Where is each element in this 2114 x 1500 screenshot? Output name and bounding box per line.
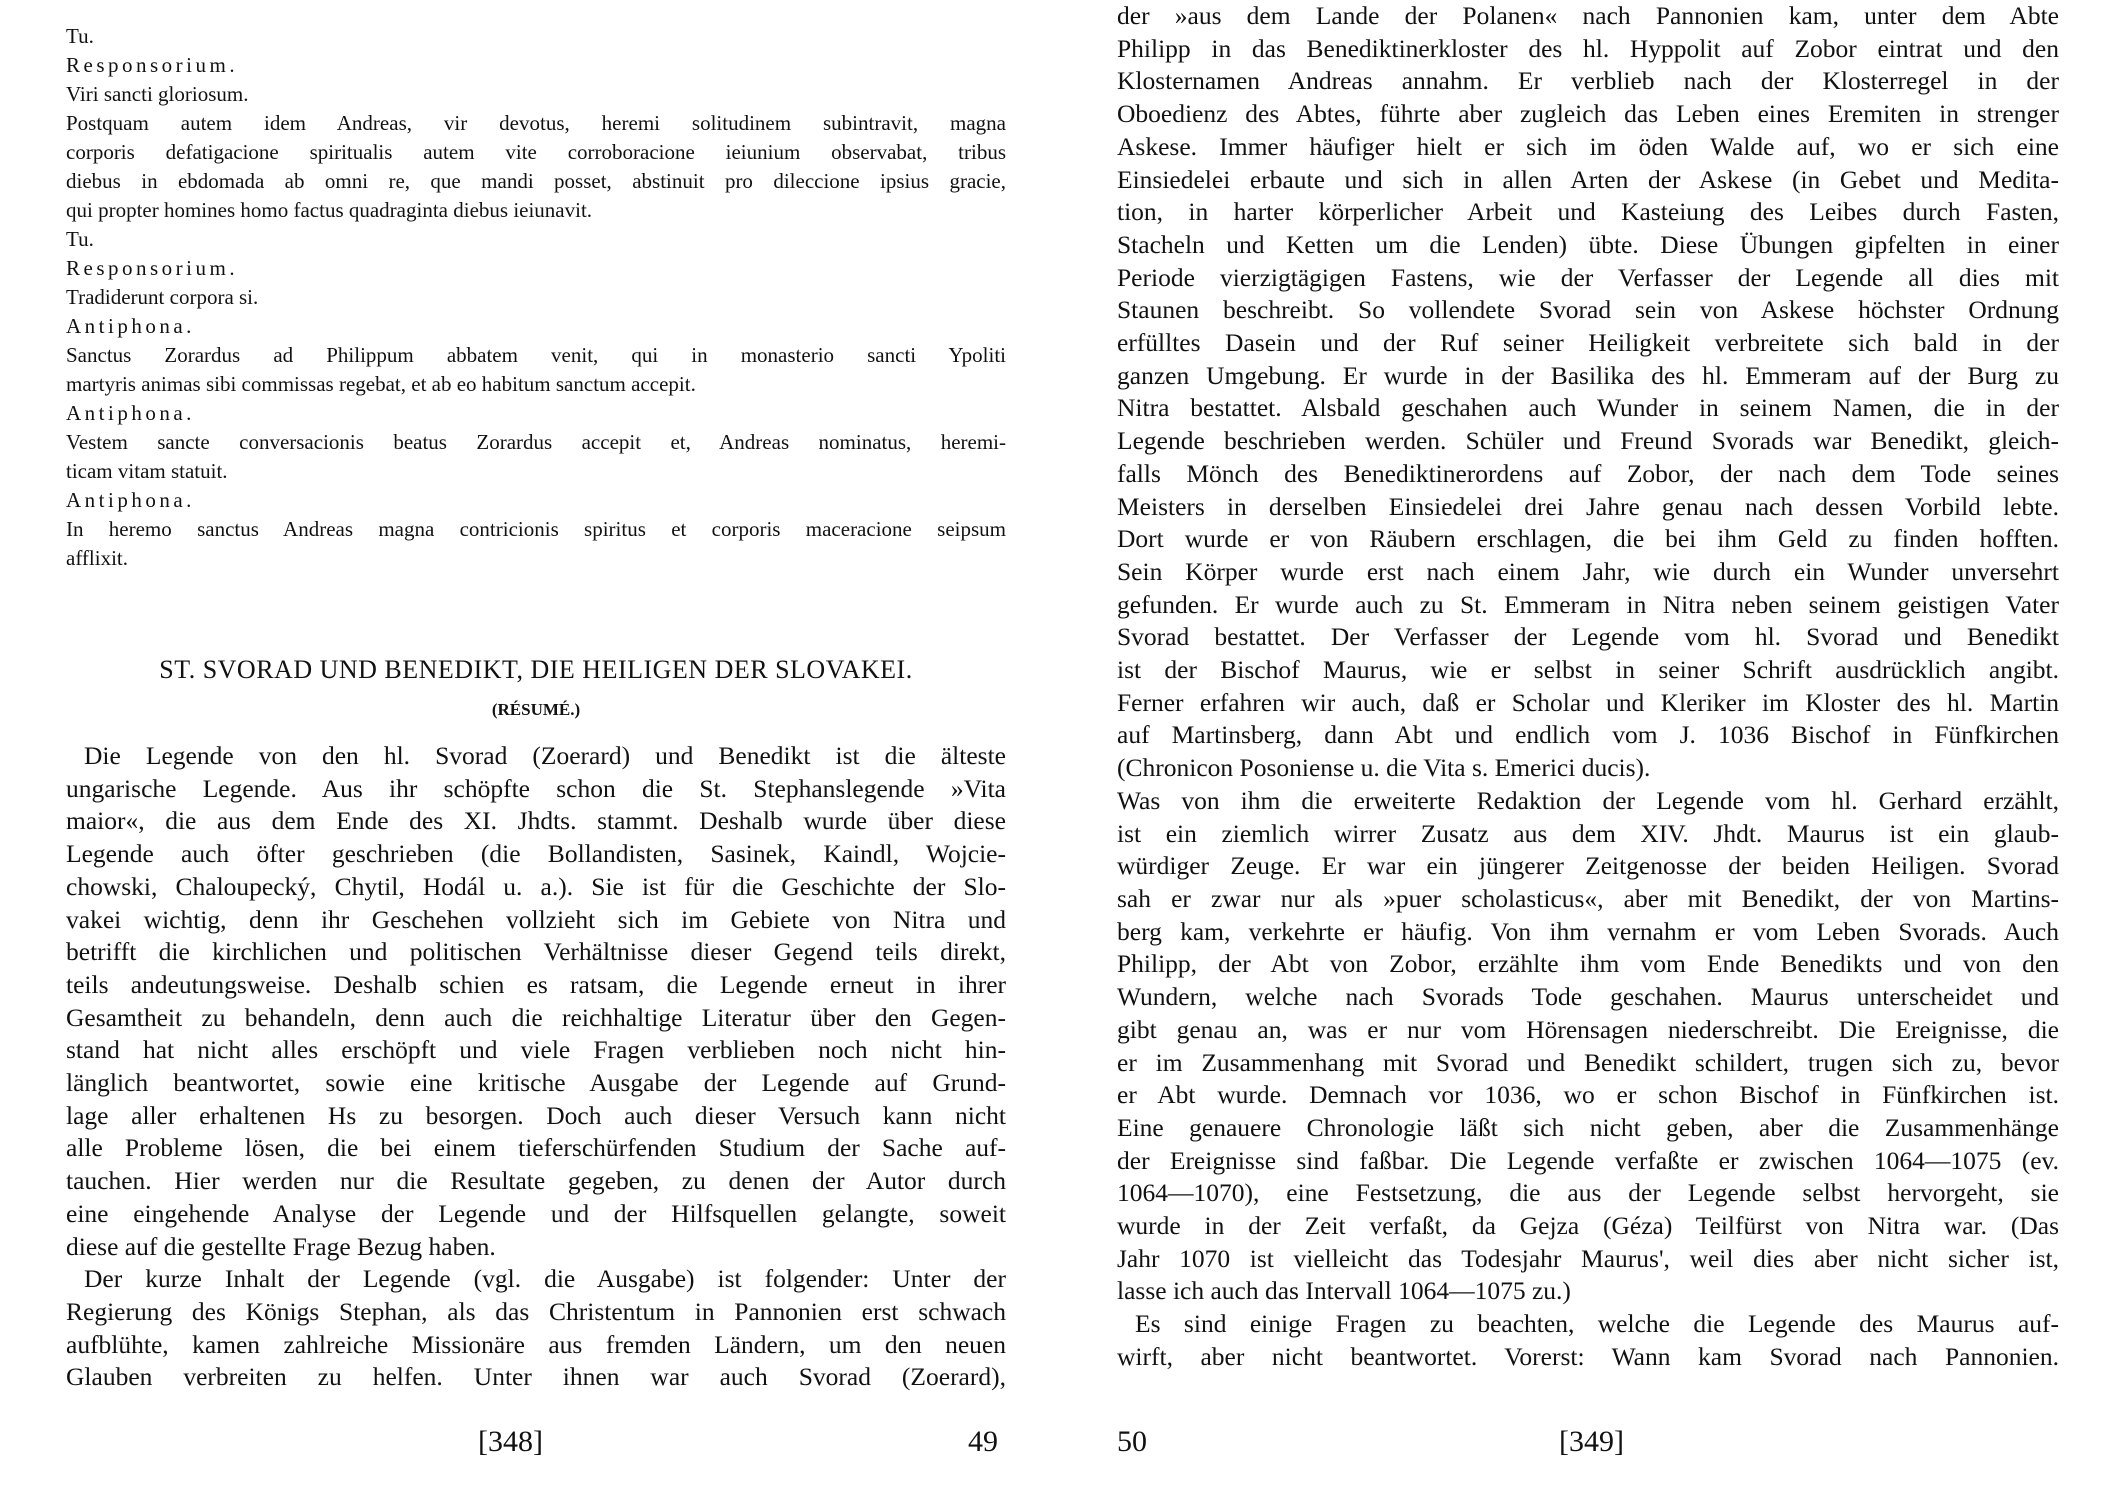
body-line: lasse ich auch das Intervall 1064—1075 zu.) bbox=[1117, 1276, 1571, 1306]
latin-line: In heremo sanctus Andreas magna contricionis spiritus et corporis maceracione seipsum bbox=[66, 517, 1006, 541]
body-line: Legende auch öfter geschrieben (die Bollandisten, Sasinek, Kaindl, Wojcie- bbox=[66, 839, 1006, 869]
latin-line: Postquam autem idem Andreas, vir devotus, heremi solitudinem subintravit, magna bbox=[66, 111, 1006, 135]
body-line: Jahr 1070 ist vielleicht das Todesjahr Maurus', weil dies aber nicht sicher ist, bbox=[1117, 1243, 2059, 1273]
body-line: wirft, aber nicht beantwortet. Vorerst: Wann kam Svorad nach Pannonien. bbox=[1117, 1341, 2059, 1371]
body-line: Svorad bestattet. Der Verfasser der Legende vom hl. Svorad und Benedikt bbox=[1117, 622, 2059, 652]
latin-line: ticam vitam statuit. bbox=[66, 459, 228, 483]
body-line: Stacheln und Ketten um die Lenden) übte. Diese Übungen gipfelten in einer bbox=[1117, 229, 2059, 259]
latin-rubric: Responsorium. bbox=[66, 256, 239, 280]
latin-line: Tu. bbox=[66, 227, 94, 251]
latin-office-text bbox=[66, 22, 1006, 573]
latin-line: corporis defatigacione spiritualis autem vite corroboracione ieiunium observabat, tribus bbox=[66, 140, 1006, 164]
body-line: ganzen Umgebung. Er wurde in der Basilika des hl. Emmeram auf der Burg zu bbox=[1117, 360, 2059, 390]
body-line: alle Probleme lösen, die bei einem tieferschürfenden Studium der Sache auf- bbox=[66, 1133, 1006, 1163]
body-line: er im Zusammenhang mit Svorad und Benedikt schildert, trugen sich zu, bevor bbox=[1117, 1047, 2059, 1077]
body-line: ist ein ziemlich wirrer Zusatz aus dem XIV. Jhdt. Maurus ist ein glaub- bbox=[1117, 818, 2059, 848]
body-line: Sein Körper wurde erst nach einem Jahr, wie durch ein Wunder unversehrt bbox=[1117, 556, 2059, 586]
resume-body-text bbox=[66, 740, 1006, 1394]
latin-line: Tradiderunt corpora si. bbox=[66, 285, 259, 309]
body-line: Periode vierzigtägigen Fastens, wie der Verfasser der Legende all dies mit bbox=[1117, 262, 2059, 292]
body-line: er Abt wurde. Demnach vor 1036, wo er schon Bischof in Fünfkirchen ist. bbox=[1117, 1080, 2059, 1110]
body-line: Philipp in das Benediktinerkloster des hl. Hyppolit auf Zobor eintrat und den bbox=[1117, 33, 2059, 63]
body-line: Gesamtheit zu behandeln, denn auch die reichhaltige Literatur über den Gegen- bbox=[66, 1002, 1006, 1032]
body-line: Oboedienz des Abtes, führte aber zugleich das Leben eines Eremiten in strenger bbox=[1117, 99, 2059, 129]
body-line: Klosternamen Andreas annahm. Er verblieb nach der Klosterregel in der bbox=[1117, 66, 2059, 96]
body-line: Wundern, welche nach Svorads Tode geschahen. Maurus unterscheidet und bbox=[1117, 982, 2059, 1012]
body-line: Dort wurde er von Räubern erschlagen, die bei ihm Geld zu finden hofften. bbox=[1117, 524, 2059, 554]
section-subheading: (RÉSUMÉ.) bbox=[491, 700, 581, 719]
latin-line: diebus in ebdomada ab omni re, que mandi posset, abstinuit pro dileccione ipsius gracie, bbox=[66, 169, 1006, 193]
body-line: Eine genauere Chronologie läßt sich nicht geben, aber die Zusammenhänge bbox=[1117, 1112, 2059, 1142]
body-line: länglich beantwortet, sowie eine kritische Ausgabe der Legende auf Grund- bbox=[66, 1068, 1006, 1098]
body-line: Askese. Immer häufiger hielt er sich im öden Walde auf, wo er sich eine bbox=[1117, 131, 2059, 161]
body-line: würdiger Zeuge. Er war ein jüngerer Zeitgenosse der beiden Heiligen. Svorad bbox=[1117, 851, 2059, 881]
body-line: ungarische Legende. Aus ihr schöpfte schon die St. Stephanslegende »Vita bbox=[66, 773, 1006, 803]
latin-rubric: Antiphona. bbox=[66, 488, 195, 512]
footer-page-bracket: [348] bbox=[478, 1425, 543, 1458]
body-line: falls Mönch des Benediktinerordens auf Zobor, der nach dem Tode seines bbox=[1117, 458, 2059, 488]
latin-line: Vestem sancte conversacionis beatus Zorardus accepit et, Andreas nominatus, heremi- bbox=[66, 430, 1006, 454]
body-line: stand hat nicht alles erschöpft und viele Fragen verblieben noch nicht hin- bbox=[66, 1035, 1006, 1065]
body-line: Die Legende von den hl. Svorad (Zoerard) und Benedikt ist die älteste bbox=[84, 741, 1006, 770]
body-line: Philipp, der Abt von Zobor, erzählte ihm vom Ende Benedikts und von den bbox=[1117, 949, 2059, 979]
body-line: betrifft die kirchlichen und politischen Verhältnisse dieser Gegend teils direkt, bbox=[66, 937, 1006, 967]
body-line: diese auf die gestellte Frage Bezug haben. bbox=[66, 1231, 496, 1261]
body-line: Der kurze Inhalt der Legende (vgl. die Ausgabe) ist folgender: Unter der bbox=[84, 1264, 1006, 1294]
latin-line: afflixit. bbox=[66, 546, 129, 570]
body-line: sah er zwar nur als »puer scholasticus«, aber mit Benedikt, der von Martins- bbox=[1117, 883, 2059, 913]
body-line: berg kam, verkehrte er häufig. Von ihm vernahm er vom Leben Svorads. Auch bbox=[1117, 916, 2059, 946]
body-line: (Chronicon Posoniense u. die Vita s. Emerici ducis). bbox=[1117, 753, 1651, 783]
body-line: ist der Bischof Maurus, wie er selbst in seiner Schrift ausdrücklich angibt. bbox=[1117, 655, 2059, 685]
latin-rubric: Antiphona. bbox=[66, 401, 195, 425]
body-line: wurde in der Zeit verfaßt, da Gejza (Géza) Teilfürst von Nitra war. (Das bbox=[1117, 1211, 2059, 1241]
body-line: Nitra bestattet. Alsbald geschahen auch Wunder in seinem Namen, die in der bbox=[1117, 393, 2059, 423]
right-page bbox=[1057, 0, 2114, 1500]
body-line: Glauben verbreiten zu helfen. Unter ihnen war auch Svorad (Zoerard), bbox=[66, 1362, 1006, 1392]
body-line: maior«, die aus dem Ende des XI. Jhdts. stammt. Deshalb wurde über diese bbox=[66, 806, 1006, 836]
latin-rubric: Responsorium. bbox=[66, 53, 239, 77]
latin-line: Tu. bbox=[66, 24, 94, 48]
section-heading: ST. SVORAD UND BENEDIKT, DIE HEILIGEN DER SLOVAKEI. bbox=[159, 655, 913, 684]
body-line: Meisters in derselben Einsiedelei drei Jahre genau nach dessen Vorbild lebte. bbox=[1117, 491, 2059, 521]
footer-page-bracket: [349] bbox=[1559, 1425, 1624, 1458]
body-line: teils andeutungsweise. Deshalb schien es ratsam, die Legende erneut in ihrer bbox=[66, 969, 1006, 999]
latin-line: qui propter homines homo factus quadraginta diebus ieiunavit. bbox=[66, 198, 593, 222]
body-line: Staunen beschreibt. So vollendete Svorad sein von Askese höchster Ordnung bbox=[1117, 295, 2059, 325]
body-line: gibt genau an, was er nur vom Hörensagen niederschreibt. Die Ereignisse, die bbox=[1117, 1014, 2059, 1044]
body-line: Ferner erfahren wir auch, daß er Scholar und Kleriker im Kloster des hl. Martin bbox=[1117, 687, 2059, 717]
body-line: tion, in harter körperlicher Arbeit und Kasteiung des Leibes durch Fasten, bbox=[1117, 197, 2059, 227]
body-line: 1064—1070), eine Festsetzung, die aus der Legende selbst hervorgeht, sie bbox=[1117, 1178, 2059, 1208]
page-number: 49 bbox=[968, 1425, 998, 1458]
latin-line: Sanctus Zorardus ad Philippum abbatem venit, qui in monasterio sancti Ypoliti bbox=[66, 343, 1006, 367]
latin-rubric: Antiphona. bbox=[66, 314, 195, 338]
latin-line: martyris animas sibi commissas regebat, et ab eo habitum sanctum accepit. bbox=[66, 372, 696, 396]
resume-body-text-continued bbox=[1117, 0, 2059, 1374]
body-line: Einsiedelei erbaute und sich in allen Arten der Askese (in Gebet und Medita- bbox=[1117, 164, 2059, 194]
body-line: gefunden. Er wurde auch zu St. Emmeram in Nitra neben seinem geistigen Vater bbox=[1117, 589, 2059, 619]
body-line: eine eingehende Analyse der Legende und der Hilfsquellen gelangte, soweit bbox=[66, 1198, 1006, 1228]
body-line: tauchen. Hier werden nur die Resultate gegeben, zu denen der Autor durch bbox=[66, 1166, 1006, 1196]
body-line: aufblühte, kamen zahlreiche Missionäre aus fremden Ländern, um den neuen bbox=[66, 1329, 1006, 1359]
body-line: auf Martinsberg, dann Abt und endlich vom J. 1036 Bischof in Fünfkirchen bbox=[1117, 720, 2059, 750]
body-line: der Ereignisse sind faßbar. Die Legende verfaßte er zwischen 1064—1075 (ev. bbox=[1117, 1145, 2059, 1175]
body-line: lage aller erhaltenen Hs zu besorgen. Doch auch dieser Versuch kann nicht bbox=[66, 1100, 1006, 1130]
body-line: vakei wichtig, denn ihr Geschehen vollzieht sich im Gebiete von Nitra und bbox=[66, 904, 1006, 934]
body-line: erfülltes Dasein und der Ruf seiner Heiligkeit verbreitete sich bald in der bbox=[1117, 328, 2059, 358]
page-number: 50 bbox=[1117, 1425, 1147, 1458]
body-line: Was von ihm die erweiterte Redaktion der Legende vom hl. Gerhard erzählt, bbox=[1117, 785, 2059, 815]
body-line: der »aus dem Lande der Polanen« nach Pannonien kam, unter dem Abte bbox=[1117, 1, 2059, 30]
latin-line: Viri sancti gloriosum. bbox=[66, 82, 249, 106]
body-line: Regierung des Königs Stephan, als das Christentum in Pannonien erst schwach bbox=[66, 1296, 1006, 1326]
body-line: Legende beschrieben werden. Schüler und Freund Svorads war Benedikt, gleich- bbox=[1117, 426, 2059, 456]
body-line: Es sind einige Fragen zu beachten, welche die Legende des Maurus auf- bbox=[1135, 1309, 2059, 1339]
body-line: chowski, Chaloupecký, Chytil, Hodál u. a.). Sie ist für die Geschichte der Slo- bbox=[66, 871, 1006, 901]
